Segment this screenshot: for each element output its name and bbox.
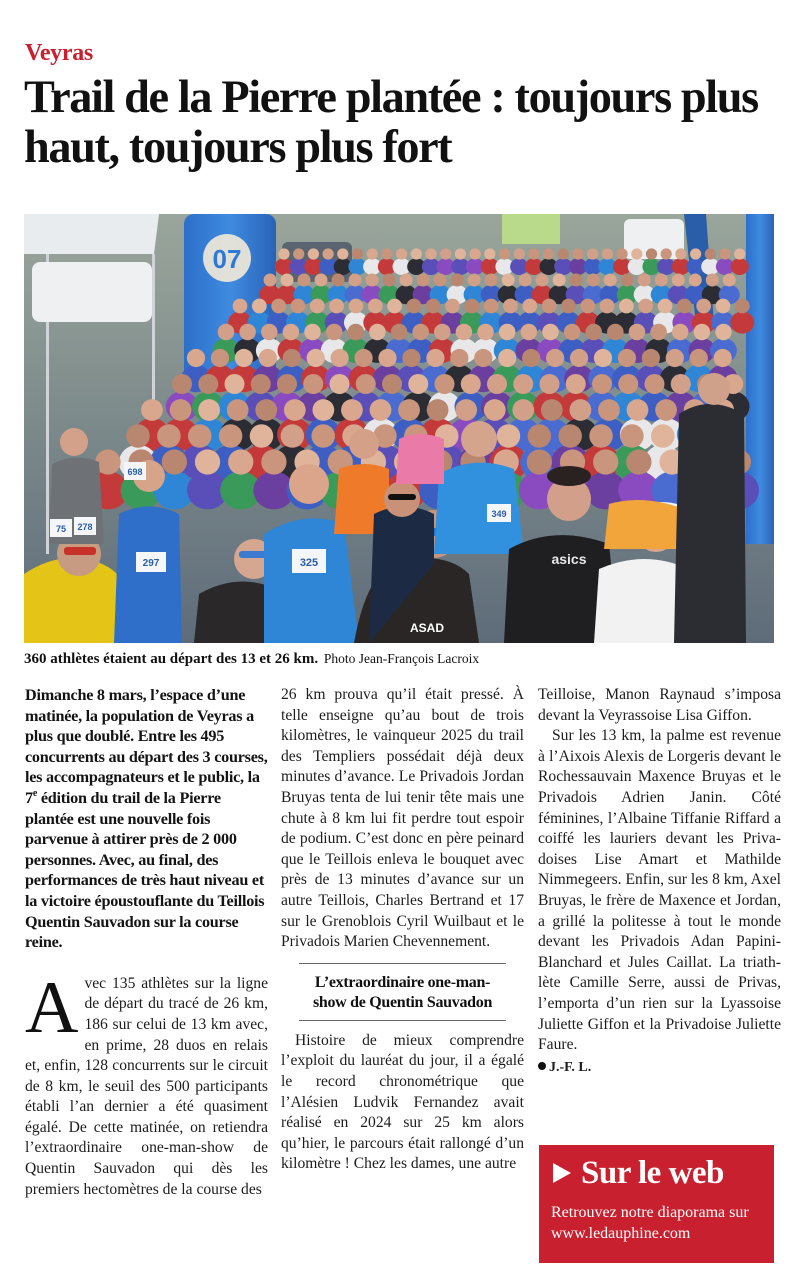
- crowd-runner-head: [658, 299, 673, 314]
- crowd-runner-head: [411, 248, 422, 259]
- article-standfirst: [25, 685, 268, 953]
- standfirst-text: édition du trail de la Pierre plantée est une nouvelle fois parvenue à attirer près de 2 000 personnes. Avec, au final, des performances de très haut niveau et la victoire époustouflante du Teillois Quentin Sauvadon sur la course reine.: [25, 788, 265, 952]
- crowd-runner-head: [735, 299, 750, 314]
- crowd-runner-head: [198, 374, 218, 394]
- crowd-runner-head: [219, 424, 243, 448]
- crowd-runner-head: [570, 274, 583, 287]
- crowd-runner-head: [235, 349, 253, 367]
- play-triangle-icon: [553, 1163, 571, 1183]
- caption-lead: 360 athlètes étaient au départ des 13 et 26 km.: [24, 651, 319, 667]
- crowd-runner-head: [298, 274, 311, 287]
- crowd-runner-head: [558, 248, 569, 259]
- body-paragraph-continued: Teilloise, Manon Raynaud s’imposa devant la Veyrassoise Lisa Giffon.: [538, 686, 781, 724]
- crowd-runner-head: [594, 349, 612, 367]
- crowd-runner-head: [585, 324, 601, 340]
- web-promo-title: [551, 1153, 762, 1193]
- crowd-runner-head: [536, 274, 549, 287]
- crowd-runner-head: [233, 299, 248, 314]
- crowd-runner-head: [349, 299, 364, 314]
- web-promo-heading: Sur le web: [581, 1155, 724, 1191]
- crowd-runner-head: [589, 424, 613, 448]
- crowd-runner-head: [255, 399, 277, 421]
- drop-cap: A: [25, 966, 79, 1049]
- crowd-runner-head: [714, 349, 732, 367]
- crowd-runner-head: [715, 324, 731, 340]
- crowd-runner-head: [474, 349, 492, 367]
- crowd-runner-head: [661, 248, 672, 259]
- crowd-runner-head: [723, 274, 736, 287]
- crowd-runner-head: [528, 424, 552, 448]
- crowd-runner-head: [666, 349, 684, 367]
- crowd-runner-head: [461, 374, 481, 394]
- crowd-runner-head: [211, 349, 229, 367]
- crowd-runner-head: [542, 299, 557, 314]
- body-paragraph-continued: 26 km prouva qu’il était pressé. À telle enseigne qu’au bout de trois kilomètres, le vainqueur 2025 du trail des Templiers possédait déjà deux minutes d’avance. Le Privadois Jordan Bruyas tenta de lui tenir tête mais une chute à 8 km lui fit perdre tout espoir de podium. C’est donc en père peinard que le Teillois enleva le bouquet avec près de 13 minutes d’avance sur un autre Teillois, Charles Bertrand et 17 sur le Grenoblois Cyril Wuilbaut et le Privadois Marien Chevennement.: [281, 686, 524, 951]
- crowd-runner-head: [284, 399, 306, 421]
- crowd-runner-head: [477, 324, 493, 340]
- crowd-runner-head: [450, 349, 468, 367]
- crowd-runner-head: [598, 399, 620, 421]
- crowd-runner-head: [323, 248, 334, 259]
- crowd-runner-head: [527, 449, 552, 474]
- crowd-runner-head: [381, 248, 392, 259]
- crowd-runner-head: [239, 324, 255, 340]
- crowd-runner-head: [225, 374, 245, 394]
- shirt-text: asics: [551, 551, 587, 567]
- crowd-runner-head: [172, 374, 192, 394]
- article-headline: Trail de la Pierre plantée : toujours plus haut, toujours plus fort: [24, 71, 758, 173]
- crowd-runner-head: [487, 374, 507, 394]
- body-text: vec 135 athlètes sur la ligne de départ du tracé de 26 km, 186 sur celui de 13 km avec, en prime, 28 duos en relais et, enfin, 128 concurrents sur le circuit de 8 km, le seuil des 500 participants établi l’an dernier a été quasiment égalé. De cette matinée, on retiendra l’extraordinaire one-man-show de Quentin Sauvadon qui dès les premiers hectomètres de la course des: [25, 974, 268, 1198]
- crowd-runner-head: [542, 324, 558, 340]
- crowd-runner-head: [369, 324, 385, 340]
- signature-text: J.-F. L.: [549, 1059, 592, 1075]
- crowd-runner-head: [631, 248, 642, 259]
- crowd-runner-head: [602, 248, 613, 259]
- crowd-runner-head: [227, 399, 249, 421]
- crowd-runner-head: [519, 274, 532, 287]
- crowd-runner-head: [341, 399, 363, 421]
- crowd-runner-head: [283, 324, 299, 340]
- crowd-runner-head: [368, 299, 383, 314]
- crowd-runner-head: [570, 399, 592, 421]
- crowd-runner-head: [619, 299, 634, 314]
- crowd-runner-head: [543, 248, 554, 259]
- bib-number: 75: [55, 524, 67, 534]
- crowd-runner-head: [564, 324, 580, 340]
- crowd-runner-head: [311, 424, 335, 448]
- crowd-runner-head: [675, 248, 686, 259]
- crowd-runner-head: [157, 424, 181, 448]
- bullet-icon: [538, 1062, 546, 1070]
- body-paragraph: [25, 966, 268, 1201]
- crowd-runner-head: [553, 274, 566, 287]
- crowd-runner-head: [485, 274, 498, 287]
- crowd-runner-head: [558, 424, 582, 448]
- crowd-runner-head: [391, 324, 407, 340]
- crowd-runner-head: [303, 374, 323, 394]
- crowd-runner-head: [671, 374, 691, 394]
- crowd-runner-head: [629, 324, 645, 340]
- crowd-runner-head: [378, 349, 396, 367]
- column-1: [25, 685, 268, 1200]
- crowd-runner-head: [645, 374, 665, 394]
- crowd-runner-head: [382, 374, 402, 394]
- crowd-runner-head: [734, 248, 745, 259]
- bib-number: 698: [127, 467, 143, 477]
- article-photo: [24, 214, 774, 643]
- crowd-runner-head: [398, 399, 420, 421]
- crowd-runner-head: [572, 248, 583, 259]
- crowd-runner-head: [426, 349, 444, 367]
- crowd-runner-head: [587, 274, 600, 287]
- crowd-runner-head: [445, 299, 460, 314]
- crowd-runner-head: [417, 274, 430, 287]
- crowd-runner-head: [170, 399, 192, 421]
- green-banner: [502, 214, 560, 244]
- crowd-runner-head: [468, 274, 481, 287]
- crowd-runner-body: [730, 312, 754, 334]
- web-promo-text[interactable]: Retrouvez notre diaporama sur www.ledauphine.com: [551, 1204, 749, 1242]
- crowd-runner-head: [326, 324, 342, 340]
- crowd-runner-head: [331, 349, 349, 367]
- crowd-runner-head: [566, 374, 586, 394]
- crowd-runner-head: [638, 274, 651, 287]
- crowd-runner-head: [499, 324, 515, 340]
- superscript: e: [32, 787, 38, 799]
- crowd-runner-head: [528, 248, 539, 259]
- crowd-runner-head: [642, 349, 660, 367]
- crowd-runner-head: [690, 248, 701, 259]
- crowd-runner-head: [546, 349, 564, 367]
- crowd-runner-head: [464, 299, 479, 314]
- crowd-runner-head: [600, 299, 615, 314]
- crowd-runner-head: [367, 248, 378, 259]
- crowd-runner-head: [291, 299, 306, 314]
- crowd-runner-head: [561, 299, 576, 314]
- crowd-runner-head: [650, 324, 666, 340]
- crowd-runner-head: [426, 299, 441, 314]
- crowd-runner-head: [627, 399, 649, 421]
- crowd-runner-head: [522, 349, 540, 367]
- crowd-runner-head: [705, 248, 716, 259]
- crowd-runner-head: [312, 399, 334, 421]
- crowd-runner-head: [281, 274, 294, 287]
- crowd-runner-head: [408, 374, 428, 394]
- bib-number: 349: [491, 509, 507, 519]
- crowd-runner-head: [400, 274, 413, 287]
- crowd-runner-head: [434, 324, 450, 340]
- crowd-runner-head: [370, 399, 392, 421]
- crowd-runner-head: [607, 324, 623, 340]
- crowd-runner-head: [259, 349, 277, 367]
- web-promo-box[interactable]: [539, 1145, 774, 1263]
- crowd-runner-head: [621, 274, 634, 287]
- crowd-runner-head: [455, 248, 466, 259]
- crowd-runner-head: [696, 299, 711, 314]
- crowd-runner-head: [126, 424, 150, 448]
- crowd-runner-head: [383, 274, 396, 287]
- crowd-runner-head: [503, 299, 518, 314]
- crowd-runner-head: [593, 449, 618, 474]
- crowd-runner-head: [261, 449, 286, 474]
- crowd-runner-head: [396, 248, 407, 259]
- section-kicker: Veyras: [25, 40, 93, 66]
- author-signature: [538, 1058, 781, 1079]
- crowd-runner-head: [187, 349, 205, 367]
- crowd-runner-head: [427, 399, 449, 421]
- bib-number: 278: [77, 522, 93, 532]
- crowd-runner-head: [497, 424, 521, 448]
- crowd-runner-body: [731, 258, 749, 275]
- crowd-runner-head: [716, 299, 731, 314]
- runner-blue-shirt: [264, 518, 359, 643]
- crowd-runner-head: [521, 324, 537, 340]
- crowd-runner-head: [402, 349, 420, 367]
- crowd-runner-head: [352, 248, 363, 259]
- column-2: [281, 685, 524, 1175]
- crowd-runner-head: [228, 449, 253, 474]
- crowd-runner-head: [455, 399, 477, 421]
- crowd-runner-head: [451, 274, 464, 287]
- crowd-runner-head: [580, 299, 595, 314]
- crowd-runner-head: [251, 374, 271, 394]
- crowd-runner-head: [677, 299, 692, 314]
- crowd-runner-head: [626, 449, 651, 474]
- crowd-runner-head: [304, 324, 320, 340]
- crowd-runner-head: [498, 349, 516, 367]
- crowd-runner-head: [502, 274, 515, 287]
- crowd-runner-head: [425, 248, 436, 259]
- crowd-runner-head: [512, 399, 534, 421]
- arch-logo: 07: [212, 244, 242, 274]
- crowd-runner-head: [250, 424, 274, 448]
- crowd-runner-head: [315, 274, 328, 287]
- race-start-photo: [24, 214, 774, 643]
- crowd-runner-head: [592, 374, 612, 394]
- crowd-runner-head: [366, 274, 379, 287]
- parked-van: [32, 262, 152, 322]
- crowd-runner-head: [198, 399, 220, 421]
- crowd-runner-head: [655, 399, 677, 421]
- bib-number: 325: [299, 557, 319, 569]
- crowd-runner-head: [329, 299, 344, 314]
- crowd-runner-head: [440, 248, 451, 259]
- crowd-runner-head: [587, 248, 598, 259]
- shirt-text: ASAD: [409, 621, 445, 635]
- crowd-runner-head: [484, 299, 499, 314]
- crowd-runner-head: [513, 374, 533, 394]
- crowd-runner-head: [407, 299, 422, 314]
- crowd-runner-head: [195, 449, 220, 474]
- crowd-runner-head: [283, 349, 301, 367]
- crowd-runner-head: [690, 349, 708, 367]
- crowd-runner-head: [456, 324, 472, 340]
- bib-number: 297: [142, 558, 160, 569]
- crowd-runner-head: [706, 274, 719, 287]
- crowd-runner-head: [484, 248, 495, 259]
- crowd-runner-head: [618, 349, 636, 367]
- crowd-runner-head: [484, 399, 506, 421]
- crowd-runner-head: [332, 274, 345, 287]
- crowd-runner-head: [434, 274, 447, 287]
- crowd-runner-head: [604, 274, 617, 287]
- crowd-runner-head: [387, 299, 402, 314]
- crowd-runner-head: [522, 299, 537, 314]
- intertitle: L’extraordinaire one-man-show de Quentin Sauvadon: [299, 963, 506, 1021]
- crowd-runner-head: [348, 324, 364, 340]
- crowd-runner-head: [141, 399, 163, 421]
- crowd-runner-head: [252, 299, 267, 314]
- crowd-runner-head: [540, 374, 560, 394]
- crowd-runner-head: [672, 274, 685, 287]
- crowd-runner-head: [617, 248, 628, 259]
- crowd-runner-head: [514, 248, 525, 259]
- crowd-runner-head: [310, 299, 325, 314]
- crowd-runner-head: [655, 274, 668, 287]
- crowd-runner-head: [277, 374, 297, 394]
- crowd-runner-head: [293, 248, 304, 259]
- crowd-runner-head: [618, 374, 638, 394]
- crowd-runner-head: [330, 374, 350, 394]
- crowd-runner-head: [719, 248, 730, 259]
- column-3: [538, 685, 781, 1078]
- photo-caption: [24, 651, 784, 668]
- crowd-runner-head: [281, 424, 305, 448]
- crowd-runner-head: [278, 248, 289, 259]
- crowd-runner-head: [349, 274, 362, 287]
- crowd-runner-head: [651, 424, 675, 448]
- crowd-runner-head: [218, 324, 234, 340]
- crowd-runner-head: [672, 324, 688, 340]
- crowd-runner-head: [264, 274, 277, 287]
- crowd-runner-head: [354, 349, 372, 367]
- crowd-runner-head: [638, 299, 653, 314]
- crowd-runner-head: [620, 424, 644, 448]
- photo-credit: Photo Jean-François Lacroix: [323, 651, 480, 666]
- crowd-runner-head: [541, 399, 563, 421]
- crowd-runner-head: [271, 299, 286, 314]
- crowd-runner-head: [570, 349, 588, 367]
- crowd-runner-head: [307, 349, 325, 367]
- crowd-runner-head: [694, 324, 710, 340]
- crowd-runner-head: [499, 248, 510, 259]
- crowd-runner-head: [188, 424, 212, 448]
- crowd-runner-head: [470, 248, 481, 259]
- crowd-runner-head: [261, 324, 277, 340]
- crowd-runner-head: [162, 449, 187, 474]
- body-paragraph: Histoire de mieux comprendre l’exploit du lauréat du jour, il a égalé le record chronométrique que l’Alésien Ludvik Fernandez avait réalisé en 2024 sur 25 km alors qu’hier, le parcours était rallongé d’un kilomètre ! Chez les dames, une autre: [281, 1031, 524, 1173]
- body-paragraph: Sur les 13 km, la palme est revenue à l’Aixois Alexis de Lorgeris devant le Rochessauvain Maxence Bruyas et le Privadois Adrien Janin. Côté féminines, l’Albaine Tiffanie Riffard a coiffé les lauriers devant les Privadoises Lise Amart et Mathilde Nimmegeers. Enfin, sur les 8 km, Axel Bruyas, le frère de Maxence et Jordan, a grillé la politesse à tout le monde devant les Privadois Adan Papini-Blanchard et Jules Caillat. La triathlète Camille Serre, aussi de Privas, l’emporta d’un rien sur la Lyassoise Juliette Giffon et la Privadoise Juliette Faure.: [538, 727, 781, 1054]
- crowd-runner-head: [689, 274, 702, 287]
- crowd-runner-head: [356, 374, 376, 394]
- crowd-runner-head: [337, 248, 348, 259]
- crowd-runner-head: [435, 374, 455, 394]
- crowd-runner-head: [412, 324, 428, 340]
- crowd-runner-head: [308, 248, 319, 259]
- crowd-runner-head: [646, 248, 657, 259]
- standfirst-text: Dimanche 8 mars, l’espace d’une matinée, la population de Veyras a plus que doublé. Entre les 495 concurrents au départ des 3 courses, les accompagnateurs et le public, la 7: [25, 686, 268, 807]
